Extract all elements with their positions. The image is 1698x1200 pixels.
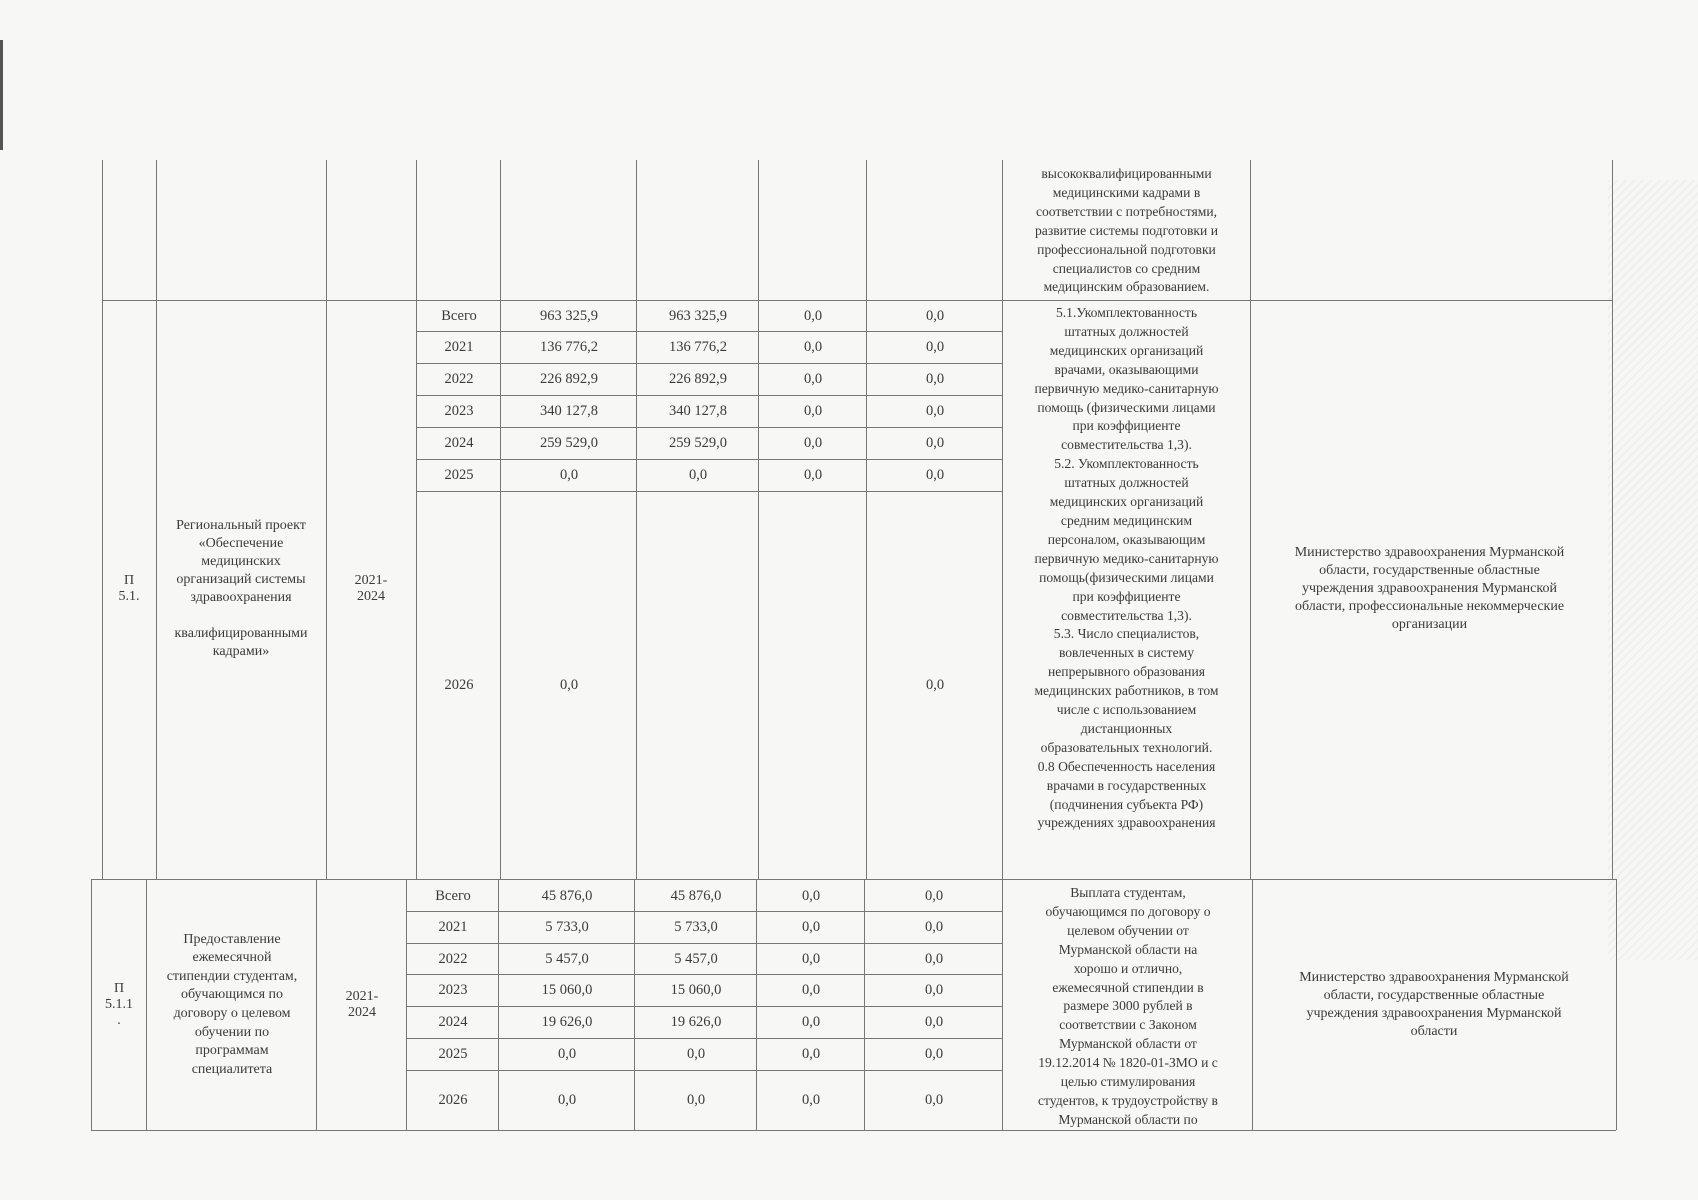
grid-line <box>416 363 1002 364</box>
finance-year: 2026 <box>438 1092 468 1108</box>
grid-line <box>864 879 865 1130</box>
finance-federal-budget: 0,0 <box>801 1046 821 1062</box>
grid-line <box>406 911 1002 912</box>
grid-line <box>416 395 1002 396</box>
grid-line <box>416 331 1002 332</box>
finance-other-sources: 0,0 <box>924 887 944 904</box>
grid-line <box>102 160 103 300</box>
finance-year: 2026 <box>444 676 474 693</box>
expected-result-text: Выплата студентам, обучающимся по договору о целевом обучении от Мурманской области на хорошо и отлично, ежемесячной стипендии в размере 3000 рублей в соответствии с Законом Мурманской области от 19.12.2014 № 1820-01-ЗМО и с целью стимулирования студентов, к трудоустройству в Мурманской области по <box>1038 885 1218 1127</box>
grid-line <box>146 879 147 1130</box>
finance-regional-budget: 5 733,0 <box>674 919 718 935</box>
grid-line <box>636 300 637 879</box>
grid-line <box>636 160 637 300</box>
grid-line <box>1002 160 1003 300</box>
finance-other-sources: 0,0 <box>925 467 945 483</box>
finance-year: 2022 <box>444 371 474 387</box>
grid-line <box>1250 160 1251 300</box>
grid-line <box>634 879 635 1130</box>
grid-line <box>1002 300 1003 879</box>
finance-total: 136 776,2 <box>540 339 598 355</box>
grid-line <box>406 879 407 1130</box>
finance-regional-budget: 15 060,0 <box>670 982 722 998</box>
finance-federal-budget: 0,0 <box>801 950 821 967</box>
finance-regional-budget: 5 457,0 <box>674 950 718 967</box>
grid-line <box>102 300 1612 301</box>
finance-regional-budget: 340 127,8 <box>669 403 727 419</box>
implementation-period: 2021- 2024 <box>354 573 388 604</box>
finance-federal-budget: 0,0 <box>803 371 823 387</box>
grid-line <box>500 300 501 879</box>
grid-line <box>756 879 757 1130</box>
grid-line <box>1612 300 1613 879</box>
finance-year: Всего <box>435 887 471 904</box>
grid-line <box>406 974 1002 975</box>
finance-year: 2022 <box>438 950 468 967</box>
expected-result-text: 5.1.Укомплектованность штатных должностей медицинских организаций врачами, оказывающими первичную медико-санитарную помощь (физическими лицами при коэффициенте совместительства 1,3). 5.2. Укомплектованность штатных должностей медицинских организаций средним медицинским персоналом, оказывающим первичную медико-санитарную помощь(физическими лицами при коэффициенте совместительства 1,3). 5.3. Число специалистов, вовлеченных в систему непрерывного образования медицинских работников, в том числе с использованием дистанционных образовательных технологий. 0.8 Обеспеченность населения врачами в государственных (подчинения субъекта РФ) учреждениях здравоохранения <box>1034 305 1219 831</box>
scan-noise <box>1608 180 1698 960</box>
grid-line <box>326 160 327 300</box>
finance-federal-budget: 0,0 <box>803 403 823 419</box>
finance-other-sources: 0,0 <box>925 307 945 324</box>
grid-line <box>156 300 157 879</box>
grid-line <box>500 160 501 300</box>
finance-total: 226 892,9 <box>540 371 598 387</box>
finance-total: 19 626,0 <box>541 1014 593 1030</box>
grid-line <box>1002 879 1003 1130</box>
finance-total: 5 457,0 <box>545 950 589 967</box>
grid-line <box>416 459 1002 460</box>
finance-regional-budget: 0,0 <box>688 467 708 483</box>
finance-other-sources: 0,0 <box>925 339 945 355</box>
grid-line <box>91 879 92 1130</box>
finance-federal-budget <box>760 491 866 878</box>
responsible-executor: Министерство здравоохранения Мурманской области, государственные областные учреждения здравоохранения Мурманской области, профессиональные некоммерческие организации <box>1294 545 1565 632</box>
finance-regional-budget: 0,0 <box>686 1046 706 1062</box>
finance-federal-budget: 0,0 <box>803 435 823 451</box>
finance-federal-budget: 0,0 <box>801 887 821 904</box>
grid-line <box>1616 879 1617 1130</box>
finance-year: 2024 <box>438 1014 468 1030</box>
responsible-executor: Министерство здравоохранения Мурманской области, государственные областные учреждения здравоохранения Мурманской области <box>1299 970 1569 1039</box>
finance-federal-budget: 0,0 <box>801 982 821 998</box>
grid-line <box>416 427 1002 428</box>
finance-regional-budget: 136 776,2 <box>669 339 727 355</box>
grid-line <box>406 943 1002 944</box>
row-code: П 5.1. <box>118 573 140 604</box>
finance-total: 15 060,0 <box>541 982 593 998</box>
finance-other-sources: 0,0 <box>925 435 945 451</box>
grid-line <box>91 1130 1616 1131</box>
grid-line <box>91 879 1616 880</box>
grid-line <box>758 300 759 879</box>
finance-year: 2025 <box>444 467 474 483</box>
grid-line <box>406 1038 1002 1039</box>
grid-line <box>1252 879 1253 1130</box>
grid-line <box>1612 160 1613 300</box>
finance-year: Всего <box>441 307 477 324</box>
finance-federal-budget: 0,0 <box>801 919 821 935</box>
finance-regional-budget: 19 626,0 <box>670 1014 722 1030</box>
finance-year: 2025 <box>438 1046 468 1062</box>
grid-line <box>758 160 759 300</box>
finance-total: 0,0 <box>559 676 579 693</box>
finance-other-sources: 0,0 <box>925 371 945 387</box>
finance-year: 2023 <box>438 982 468 998</box>
grid-line <box>326 300 327 879</box>
grid-line <box>316 879 317 1130</box>
grid-line <box>416 160 417 300</box>
grid-line <box>102 300 103 879</box>
finance-year: 2023 <box>444 403 474 419</box>
grid-line <box>866 160 867 300</box>
continued-result-text: высококвалифицированными медицинскими кадрами в соответствии с потребностями, развитие системы подготовки и профессиональной подготовки специалистов со средним медицинским образованием. <box>1035 166 1218 295</box>
finance-year: 2021 <box>444 339 474 355</box>
finance-federal-budget: 0,0 <box>801 1014 821 1030</box>
finance-other-sources: 0,0 <box>924 950 944 967</box>
finance-total: 0,0 <box>557 1046 577 1062</box>
finance-other-sources: 0,0 <box>924 982 944 998</box>
grid-line <box>406 1070 1002 1071</box>
implementation-period: 2021- 2024 <box>345 989 379 1020</box>
finance-other-sources: 0,0 <box>924 919 944 935</box>
finance-federal-budget: 0,0 <box>803 307 823 324</box>
finance-total: 45 876,0 <box>541 887 593 904</box>
grid-line <box>406 1006 1002 1007</box>
finance-year: 2024 <box>444 435 474 451</box>
grid-line <box>1250 300 1251 879</box>
grid-line <box>416 491 1002 492</box>
finance-total: 340 127,8 <box>540 403 598 419</box>
finance-regional-budget: 45 876,0 <box>670 887 722 904</box>
finance-other-sources: 0,0 <box>924 1046 944 1062</box>
grid-line <box>498 879 499 1130</box>
finance-total: 963 325,9 <box>540 307 598 324</box>
finance-federal-budget: 0,0 <box>803 339 823 355</box>
finance-other-sources: 0,0 <box>924 1014 944 1030</box>
finance-other-sources: 0,0 <box>925 403 945 419</box>
activity-name: Предоставление ежемесячной стипендии студентам, обучающимся по договору о целевом обучении по программам специалитета <box>166 931 298 1077</box>
finance-regional-budget: 259 529,0 <box>669 435 727 451</box>
finance-regional-budget: 226 892,9 <box>669 371 727 387</box>
activity-name: Региональный проект «Обеспечение медицинских организаций системы здравоохранения квалифицированными кадрами» <box>174 518 308 659</box>
finance-total: 259 529,0 <box>540 435 598 451</box>
grid-line <box>416 300 417 879</box>
finance-total: 0,0 <box>559 467 579 483</box>
row-code: П 5.1.1 . <box>105 981 133 1028</box>
scan-edge-mark <box>0 40 3 150</box>
finance-total: 5 733,0 <box>545 919 589 935</box>
finance-regional-budget: 963 325,9 <box>669 307 727 324</box>
finance-regional-budget <box>638 491 758 878</box>
finance-federal-budget: 0,0 <box>801 1092 821 1108</box>
finance-year: 2021 <box>438 919 468 935</box>
grid-line <box>156 160 157 300</box>
grid-line <box>866 300 867 879</box>
finance-federal-budget: 0,0 <box>803 467 823 483</box>
finance-other-sources: 0,0 <box>924 1092 944 1108</box>
finance-total: 0,0 <box>557 1092 577 1108</box>
finance-regional-budget: 0,0 <box>686 1092 706 1108</box>
finance-other-sources: 0,0 <box>925 676 945 693</box>
